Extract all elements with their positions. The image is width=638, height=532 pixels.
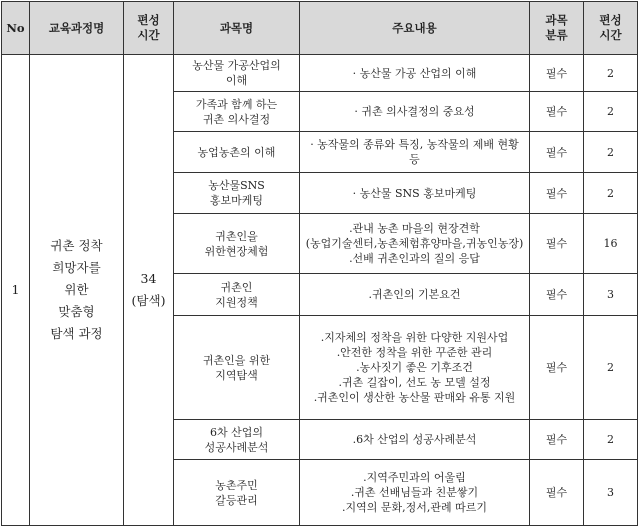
type-cell: 필수 bbox=[530, 214, 584, 274]
subject-cell: 귀촌인을 위한 지역탐색 bbox=[174, 316, 300, 420]
type-cell: 필수 bbox=[530, 92, 584, 132]
table-row bbox=[2, 55, 638, 92]
header-no: No bbox=[2, 2, 30, 55]
hours-cell: 2 bbox=[584, 316, 638, 420]
type-cell: 필수 bbox=[530, 274, 584, 316]
content-cell: · 농산물 가공 산업의 이해 bbox=[300, 55, 530, 92]
content-cell: .귀촌인의 기본요건 bbox=[300, 274, 530, 316]
subject-cell: 귀촌인을 위한현장체험 bbox=[174, 214, 300, 274]
header-hours: 편성 시간 bbox=[124, 2, 174, 55]
course-hours: 34 (탐색) bbox=[124, 55, 174, 526]
header-subject-hours: 편성 시간 bbox=[584, 2, 638, 55]
content-cell: · 귀촌 의사결정의 중요성 bbox=[300, 92, 530, 132]
content-cell: .지역주민과의 어울림 .귀촌 선배님들과 친분쌓기 .지역의 문화,정서,관례 따르기 bbox=[300, 460, 530, 526]
hours-cell: 3 bbox=[584, 460, 638, 526]
hours-cell: 16 bbox=[584, 214, 638, 274]
header-content: 주요내용 bbox=[300, 2, 530, 55]
header-subject: 과목명 bbox=[174, 2, 300, 55]
content-cell: .6차 산업의 성공사례분석 bbox=[300, 420, 530, 460]
header-course-name: 교육과정명 bbox=[30, 2, 124, 55]
type-cell: 필수 bbox=[530, 460, 584, 526]
content-cell: · 농산물 SNS 홍보마케팅 bbox=[300, 173, 530, 214]
type-cell: 필수 bbox=[530, 316, 584, 420]
content-cell: · 농작물의 종류와 특징, 농작물의 제배 현황 등 bbox=[300, 132, 530, 173]
row-number: 1 bbox=[2, 55, 30, 526]
subject-cell: 가족과 함께 하는 귀촌 의사결정 bbox=[174, 92, 300, 132]
course-name: 귀촌 정착 희망자를 위한 맞춤형 탐색 과정 bbox=[30, 55, 124, 526]
subject-cell: 농촌주민 갈등관리 bbox=[174, 460, 300, 526]
subject-cell: 농산물 가공산업의 이해 bbox=[174, 55, 300, 92]
subject-cell: 농업농촌의 이해 bbox=[174, 132, 300, 173]
type-cell: 필수 bbox=[530, 55, 584, 92]
hours-cell: 2 bbox=[584, 92, 638, 132]
hours-cell: 2 bbox=[584, 55, 638, 92]
hours-cell: 2 bbox=[584, 132, 638, 173]
content-cell: .관내 농촌 마을의 현장견학 (농업기술센터,농촌체험휴양마을,귀농인농장) .선배 귀촌인과의 질의 응답 bbox=[300, 214, 530, 274]
type-cell: 필수 bbox=[530, 173, 584, 214]
hours-cell: 3 bbox=[584, 274, 638, 316]
type-cell: 필수 bbox=[530, 132, 584, 173]
content-cell: .지자체의 정착을 위한 다양한 지원사업 .안전한 정착을 위한 꾸준한 관리 .농사짓기 좋은 기후조건 .귀촌 길잡이, 선도 농 모델 설정 .귀촌인이 생산한 농산물 판매와 유통 지원 bbox=[300, 316, 530, 420]
curriculum-table bbox=[1, 1, 638, 526]
header-row bbox=[2, 2, 638, 55]
subject-cell: 6차 산업의 성공사례분석 bbox=[174, 420, 300, 460]
subject-cell: 농산물SNS 홍보마케팅 bbox=[174, 173, 300, 214]
header-type: 과목 분류 bbox=[530, 2, 584, 55]
type-cell: 필수 bbox=[530, 420, 584, 460]
hours-cell: 2 bbox=[584, 173, 638, 214]
hours-cell: 2 bbox=[584, 420, 638, 460]
subject-cell: 귀촌인 지원정책 bbox=[174, 274, 300, 316]
